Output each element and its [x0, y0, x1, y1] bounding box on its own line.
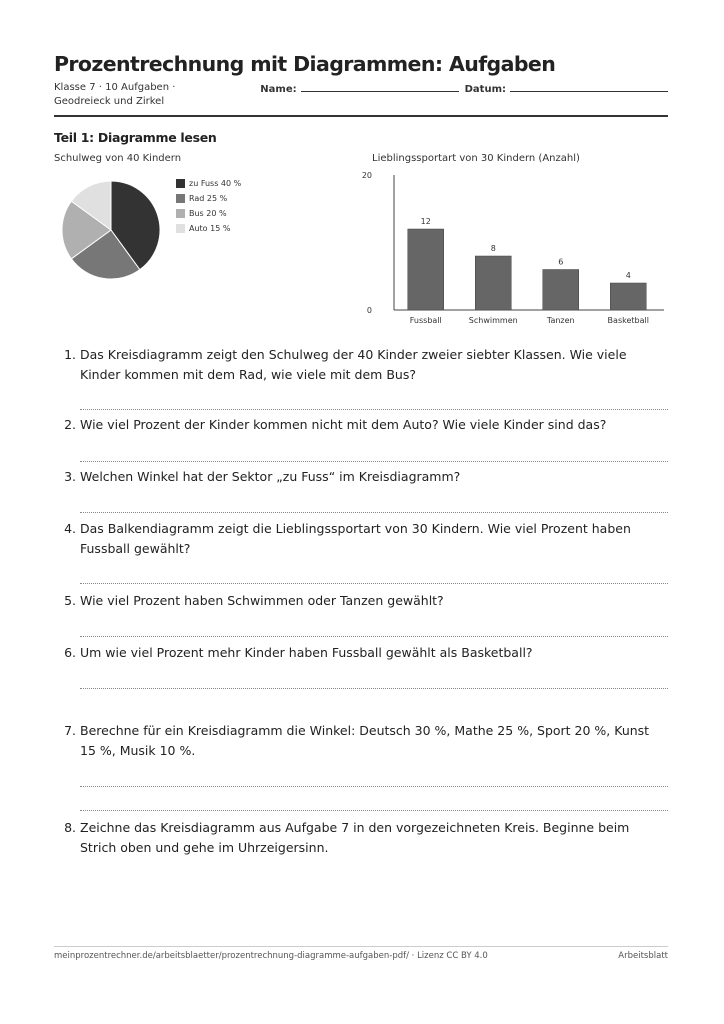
section-1-title: Teil 1: Diagramme lesen: [54, 130, 217, 145]
pie-chart-title: Schulweg von 40 Kindern: [54, 153, 182, 164]
worksheet-page: [54, 50, 668, 961]
legend-item: [176, 221, 241, 236]
footer: [54, 946, 668, 961]
page-title: Prozentrechnung mit Diagrammen: Aufgaben: [54, 52, 556, 76]
question-text: Das Balkendiagramm zeigt die Lieblingssportart von 30 Kindern. Wie viel Prozent haben Fussball gewählt?: [80, 521, 631, 556]
answer-line[interactable]: [80, 512, 668, 513]
legend-swatch: [176, 224, 185, 233]
pie-chart: [58, 177, 168, 287]
meta-line-2: Geodreieck und Zirkel: [54, 96, 165, 107]
pie-legend: [176, 176, 241, 236]
bar-data-label: 6: [558, 257, 564, 267]
bar-4: [610, 283, 646, 310]
legend-swatch: [176, 209, 185, 218]
question-text: Welchen Winkel hat der Sektor „zu Fuss“ im Kreisdiagramm?: [80, 469, 461, 484]
legend-label: Bus 20 %: [189, 209, 227, 218]
footer-label: Arbeitsblatt: [618, 951, 668, 961]
date-label: Datum:: [464, 84, 506, 95]
question-number: 5.: [64, 593, 76, 608]
answer-line[interactable]: [80, 810, 668, 811]
question-number: 2.: [64, 417, 76, 432]
legend-label: Rad 25 %: [189, 194, 228, 203]
bar-1: [408, 229, 444, 310]
question-text: Das Kreisdiagramm zeigt den Schulweg der 40 Kinder zweier siebter Klassen. Wie viele Kinder kommen mit dem Rad, wie viele mit dem Bus?: [80, 347, 627, 382]
name-label: Name:: [260, 84, 297, 95]
footer-url: meinprozentrechner.de/arbeitsblaetter/prozentrechnung-diagramme-aufgaben-pdf/ · Lizenz CC BY 4.0: [54, 951, 488, 961]
answer-line[interactable]: [80, 409, 668, 410]
x-tick-label: Tanzen: [546, 316, 575, 325]
legend-swatch: [176, 194, 185, 203]
bar-chart-title: Lieblingssportart von 30 Kindern (Anzahl): [372, 153, 580, 164]
bar-2: [475, 256, 511, 310]
question-text: Um wie viel Prozent mehr Kinder haben Fussball gewählt als Basketball?: [80, 645, 533, 660]
question-text: Wie viel Prozent der Kinder kommen nicht mit dem Auto? Wie viele Kinder sind das?: [80, 417, 607, 432]
answer-line[interactable]: [80, 688, 668, 689]
question-number: 4.: [64, 521, 76, 536]
question-text: Zeichne das Kreisdiagramm aus Aufgabe 7 in den vorgezeichneten Kreis. Beginne beim Strich oben und gehe im Uhrzeigersinn.: [80, 820, 630, 855]
name-line[interactable]: [301, 81, 459, 92]
bar-chart: [361, 170, 666, 330]
answer-line[interactable]: [80, 636, 668, 637]
question-text: Berechne für ein Kreisdiagramm die Winkel: Deutsch 30 %, Mathe 25 %, Sport 20 %, Kunst 15 %, Musik 10 %.: [80, 723, 650, 758]
question-number: 1.: [64, 347, 76, 362]
meta-info: [54, 81, 260, 109]
y-tick-label: 20: [361, 171, 372, 180]
legend-item: [176, 191, 241, 206]
legend-item: [176, 206, 241, 221]
answer-line[interactable]: [80, 461, 668, 462]
date-line[interactable]: [510, 81, 668, 92]
x-tick-label: Schwimmen: [468, 316, 518, 325]
question-number: 7.: [64, 723, 76, 738]
question-number: 3.: [64, 469, 76, 484]
legend-item: [176, 176, 241, 191]
answer-line[interactable]: [80, 583, 668, 584]
name-field[interactable]: [260, 81, 668, 109]
bar-3: [543, 270, 579, 311]
header-meta-row: [54, 81, 668, 109]
meta-line-1: Klasse 7 · 10 Aufgaben ·: [54, 82, 176, 93]
question-number: 6.: [64, 645, 76, 660]
question-number: 8.: [64, 820, 76, 835]
legend-label: Auto 15 %: [189, 224, 231, 233]
bar-data-label: 8: [490, 244, 496, 253]
answer-line[interactable]: [80, 786, 668, 787]
x-tick-label: Fussball: [409, 316, 442, 325]
legend-swatch: [176, 179, 185, 188]
x-tick-label: Basketball: [607, 316, 649, 325]
header-rule: [54, 115, 668, 117]
legend-label: zu Fuss 40 %: [189, 179, 242, 188]
question-text: Wie viel Prozent haben Schwimmen oder Tanzen gewählt?: [80, 593, 444, 608]
bar-data-label: 4: [625, 271, 631, 280]
y-tick-label: 0: [366, 306, 372, 315]
bar-data-label: 12: [420, 217, 431, 226]
